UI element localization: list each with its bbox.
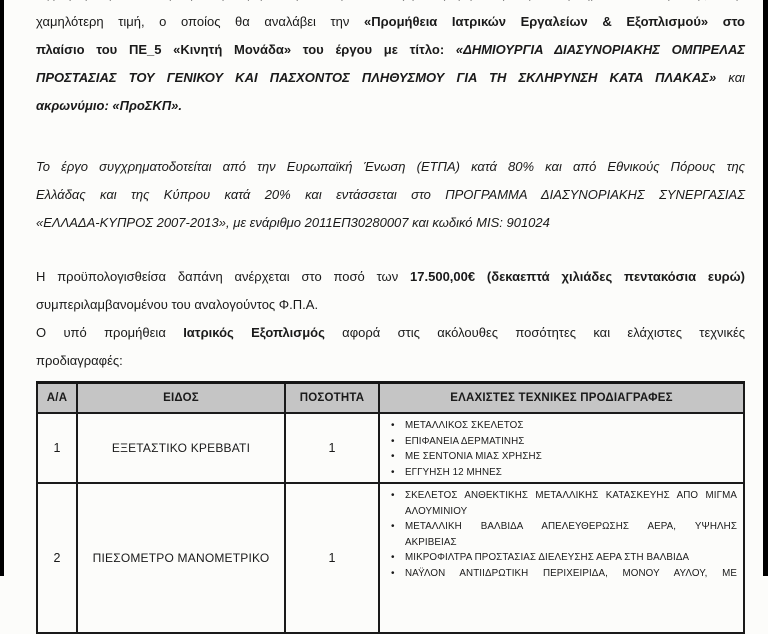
text-line (36, 263, 745, 291)
text-run: Ο υπό προμήθεια (36, 325, 184, 340)
text-line (36, 291, 745, 319)
bullet-icon: • (391, 420, 395, 431)
text-run: πλαίσιο του ΠΕ_5 «Κινητή Μονάδα» του έργου με τίτλο: (36, 42, 456, 57)
spec-line: ΑΚΡΙΒΕΙΑΣ (405, 536, 457, 548)
cell-specifications (379, 483, 744, 633)
spec-line: • ΜΕΤΑΛΛΙΚΟΣ ΣΚΕΛΕΤΟΣ (388, 418, 737, 434)
text-run: Ελλάδας και της Κύπρου κατά 20% και εντάσσεται στο ΠΡΟΓΡΑΜΜΑ ΔΙΑΣΥΝΟΡΙΑΚΗΣ ΣΥΝΕΡΓΑΣΙΑΣ (36, 187, 745, 202)
bullet-icon: • (391, 552, 395, 563)
column-header-quantity: ΠΟΣΟΤΗΤΑ (285, 383, 379, 414)
cell-row-number: 1 (37, 413, 77, 483)
text-line (36, 347, 745, 375)
document-content (36, 0, 745, 634)
spec-line: • ΝΑΫΛΟΝ ΑΝΤΙΙΔΡΩΤΙΚΗ ΠΕΡΙΧΕΙΡΙΔΑ, ΜΟΝΟΥ ΑΥΛΟΥ, ΜΕ (388, 566, 737, 582)
cell-item-name: ΠΙΕΣΟΜΕΤΡΟ ΜΑΝΟΜΕΤΡΙΚΟ (77, 483, 285, 633)
spec-line: • ΕΓΓΥΗΣΗ 12 ΜΗΝΕΣ (388, 465, 737, 481)
spec-line: • ΣΚΕΛΕΤΟΣ ΑΝΘΕΚΤΙΚΗΣ ΜΕΤΑΛΛΙΚΗΣ ΚΑΤΑΣΚΕΥΗΣ ΑΠΟ ΜΙΓΜΑ (388, 488, 737, 504)
spec-line: • ΜΙΚΡΟΦΙΛΤΡΑ ΠΡΟΣΤΑΣΙΑΣ ΔΙΕΛΕΥΣΗΣ ΑΕΡΑ ΣΤΗ ΒΑΛΒΙΔΑ (388, 550, 737, 566)
text-line (36, 153, 745, 181)
column-header-aa: Α/Α (37, 383, 77, 414)
text-line (36, 0, 745, 8)
bullet-icon: • (391, 567, 395, 579)
text-run: «ΕΛΛΑΔΑ-ΚΥΠΡΟΣ 2007-2013», με ενάριθμο 2011ΕΠ30280007 και κωδικό MIS: 901024 (36, 215, 550, 230)
paragraph-funding (36, 153, 745, 237)
column-header-specs: ΕΛΑΧΙΣΤΕΣ ΤΕΧΝΙΚΕΣ ΠΡΟΔΙΑΓΡΑΦΕΣ (379, 383, 744, 414)
text-line (36, 209, 745, 237)
text-run: αφορά στις ακόλουθες ποσότητες και ελάχιστες τεχνικές (324, 325, 746, 340)
paragraph-budget (36, 263, 745, 319)
text-line (36, 64, 745, 92)
text-run: συμπεριλαμβανομένου του αναλογούντος Φ.Π.Α. (36, 297, 319, 312)
text-run: ΠΡΟΣΤΑΣΙΑΣ ΤΟΥ ΓΕΝΙΚΟΥ ΚΑΙ ΠΑΣΧΟΝΤΟΣ ΠΛΗΘΥΣΜΟΥ ΓΙΑ ΤΗ ΣΚΛΗΡΥΝΣΗ ΚΑΤΑ ΠΛΑΚΑΣ» (36, 70, 717, 85)
text-run: χαμηλότερη τιμή, ο οποίος θα αναλάβει την (36, 14, 364, 29)
bullet-icon: • (391, 435, 395, 447)
spec-line: • ΜΕΤΑΛΛΙΚΗ ΒΑΛΒΙΔΑ ΑΠΕΛΕΥΘΕΡΩΣΗΣ ΑΕΡΑ, ΥΨΗΛΗΣ (388, 519, 737, 535)
spec-line: • ΕΠΙΦΑΝΕΙΑ ΔΕΡΜΑΤΙΝΗΣ (388, 434, 737, 450)
equipment-spec-table (36, 381, 745, 634)
text-run: Ιατρικός Εξοπλισμός (183, 325, 325, 340)
text-run: «Προμήθεια Ιατρικών Εργαλείων & Εξοπλισμού» στο (364, 14, 745, 29)
text-run: «ΔΗΜΙΟΥΡΓΙΑ ΔΙΑΣΥΝΟΡΙΑΚΗΣ ΟΜΠΡΕΛΑΣ (455, 42, 746, 57)
scan-edge-bar-left (0, 0, 4, 576)
cell-row-number: 2 (37, 483, 77, 633)
text-run: και (716, 70, 745, 85)
text-run (36, 0, 745, 1)
table-header-row (37, 383, 744, 414)
bullet-icon: • (391, 521, 395, 532)
text-run: Η προϋπολογισθείσα δαπάνη ανέρχεται στο ποσό των (36, 269, 411, 284)
text-line (36, 8, 745, 36)
text-run: ακρωνύμιο: «ΠροΣΚΠ». (36, 98, 182, 113)
column-header-item: ΕΙΔΟΣ (77, 383, 285, 414)
cell-quantity: 1 (285, 483, 379, 633)
table-row-1 (37, 413, 744, 483)
spec-line: ΑΛΟΥΜΙΝΙΟΥ (405, 505, 468, 517)
text-line (36, 181, 745, 209)
bullet-icon: • (391, 451, 395, 462)
paragraph-intro (36, 0, 745, 120)
text-line (36, 319, 745, 347)
bullet-icon: • (391, 490, 395, 501)
scan-edge-bar-right (763, 0, 768, 576)
text-line (36, 92, 745, 120)
text-run: προδιαγραφές: (36, 353, 123, 368)
bullet-icon: • (391, 466, 395, 478)
table-row-2 (37, 483, 744, 633)
cell-specifications (379, 413, 744, 483)
paragraph-equipment-intro (36, 319, 745, 375)
cell-item-name: ΕΞΕΤΑΣΤΙΚΟ ΚΡΕΒΒΑΤΙ (77, 413, 285, 483)
text-line (36, 36, 745, 64)
cell-quantity: 1 (285, 413, 379, 483)
text-run: 17.500,00€ (δεκαεπτά χιλιάδες πεντακόσια ευρώ) (410, 269, 745, 284)
spec-line: • ΜΕ ΣΕΝΤΟΝΙΑ ΜΙΑΣ ΧΡΗΣΗΣ (388, 449, 737, 465)
text-run: Το έργο συγχρηματοδοτείται από την Ευρωπαϊκή Ένωση (ΕΤΠΑ) κατά 80% και από Εθνικούς Πόρους της (36, 159, 745, 174)
document-paragraphs (36, 0, 745, 375)
